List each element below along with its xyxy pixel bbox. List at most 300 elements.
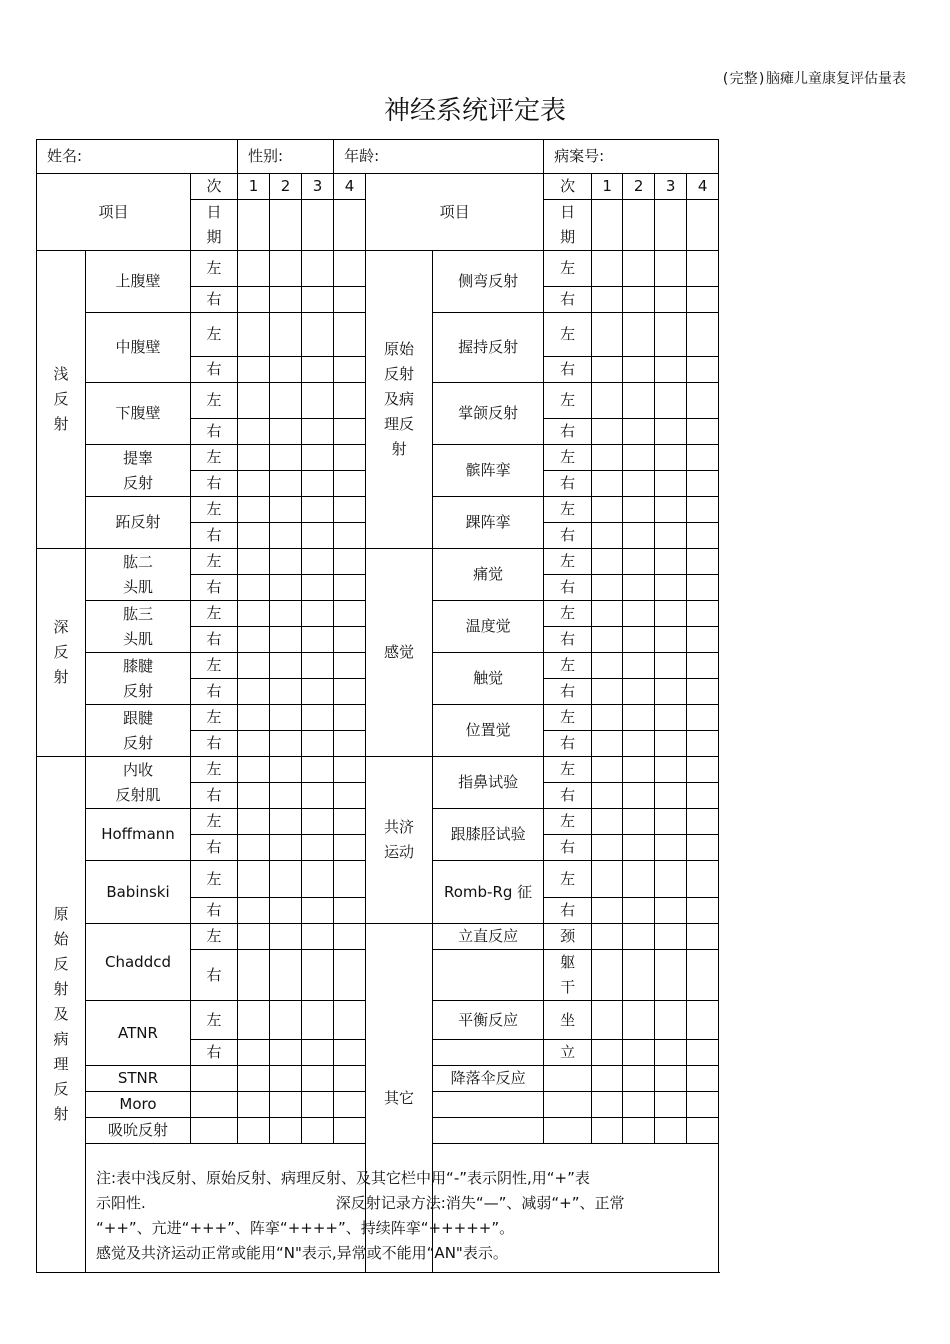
score-cell[interactable] [302, 357, 334, 383]
score-cell[interactable] [238, 287, 270, 313]
score-cell[interactable] [623, 601, 655, 627]
score-cell[interactable] [302, 419, 334, 445]
case-number-field[interactable]: 病案号: [544, 140, 719, 174]
score-cell[interactable] [623, 835, 655, 861]
side-left: 左 [544, 445, 592, 471]
score-cell[interactable] [334, 523, 366, 549]
score-cell[interactable] [655, 835, 687, 861]
score-cell[interactable] [623, 861, 655, 898]
item-ankle-clonus: 踝阵挛 [433, 497, 544, 549]
score-cell[interactable] [238, 861, 270, 898]
score-cell[interactable] [655, 601, 687, 627]
score-cell[interactable] [334, 809, 366, 835]
score-cell[interactable] [623, 679, 655, 705]
score-cell[interactable] [687, 523, 719, 549]
score-cell[interactable] [623, 1001, 655, 1040]
score-cell[interactable] [302, 383, 334, 419]
score-cell[interactable] [655, 705, 687, 731]
score-cell[interactable] [655, 950, 687, 1001]
date-cell[interactable] [238, 200, 270, 251]
score-cell[interactable] [592, 287, 623, 313]
score-cell[interactable] [334, 313, 366, 357]
score-cell[interactable] [238, 627, 270, 653]
score-cell[interactable] [191, 1092, 238, 1118]
score-cell[interactable] [334, 601, 366, 627]
score-cell[interactable] [623, 287, 655, 313]
score-cell[interactable] [592, 471, 623, 497]
score-cell[interactable] [238, 471, 270, 497]
label-trunk: 躯 干 [544, 950, 592, 1001]
score-cell[interactable] [655, 627, 687, 653]
score-cell[interactable] [334, 783, 366, 809]
score-cell[interactable] [238, 445, 270, 471]
score-cell[interactable] [592, 757, 623, 783]
score-cell[interactable] [687, 1066, 719, 1092]
score-cell[interactable] [302, 731, 334, 757]
date-cell[interactable] [302, 200, 334, 251]
score-cell[interactable] [270, 783, 302, 809]
time-4-header: 4 [687, 174, 719, 200]
score-cell[interactable] [687, 313, 719, 357]
score-cell[interactable] [270, 313, 302, 357]
date-cell[interactable] [655, 200, 687, 251]
score-cell[interactable] [270, 471, 302, 497]
score-cell[interactable] [334, 627, 366, 653]
score-cell[interactable] [687, 809, 719, 835]
score-cell[interactable] [623, 1066, 655, 1092]
score-cell[interactable] [302, 627, 334, 653]
score-cell[interactable] [334, 357, 366, 383]
score-cell[interactable] [238, 549, 270, 575]
label-sit: 坐 [544, 1001, 592, 1040]
score-cell[interactable] [334, 950, 366, 1001]
side-left: 左 [191, 251, 238, 287]
score-cell[interactable] [270, 549, 302, 575]
score-cell[interactable] [334, 653, 366, 679]
score-cell[interactable] [592, 835, 623, 861]
score-cell[interactable] [302, 679, 334, 705]
score-cell[interactable] [270, 1001, 302, 1040]
score-cell[interactable] [655, 419, 687, 445]
score-cell[interactable] [687, 783, 719, 809]
score-cell[interactable] [623, 471, 655, 497]
score-cell[interactable] [334, 575, 366, 601]
score-cell[interactable] [238, 497, 270, 523]
score-cell[interactable] [687, 1001, 719, 1040]
side-left: 左 [191, 809, 238, 835]
score-cell[interactable] [238, 653, 270, 679]
score-cell[interactable] [238, 1066, 270, 1092]
score-cell[interactable] [623, 898, 655, 924]
score-cell[interactable] [270, 627, 302, 653]
score-cell[interactable] [238, 313, 270, 357]
score-cell[interactable] [655, 861, 687, 898]
score-cell[interactable] [238, 1001, 270, 1040]
score-cell[interactable] [655, 653, 687, 679]
score-cell[interactable] [302, 950, 334, 1001]
score-cell[interactable] [238, 731, 270, 757]
item-patellar-clonus: 髌阵挛 [433, 445, 544, 497]
score-cell[interactable] [592, 809, 623, 835]
score-cell[interactable] [592, 1001, 623, 1040]
label-stand: 立 [544, 1040, 592, 1066]
score-cell[interactable] [655, 809, 687, 835]
score-cell[interactable] [687, 653, 719, 679]
score-cell[interactable] [687, 627, 719, 653]
score-cell[interactable] [592, 523, 623, 549]
score-cell[interactable] [238, 898, 270, 924]
score-cell[interactable] [334, 419, 366, 445]
score-cell[interactable] [623, 1118, 655, 1144]
score-cell[interactable] [655, 357, 687, 383]
score-cell[interactable] [334, 1092, 366, 1118]
score-cell[interactable] [334, 705, 366, 731]
score-cell[interactable] [655, 251, 687, 287]
score-cell[interactable] [334, 1001, 366, 1040]
score-cell[interactable] [687, 731, 719, 757]
score-cell[interactable] [592, 924, 623, 950]
score-cell[interactable] [302, 835, 334, 861]
score-cell[interactable] [191, 1118, 238, 1144]
score-cell[interactable] [623, 809, 655, 835]
score-cell[interactable] [334, 861, 366, 898]
date-cell[interactable] [687, 200, 719, 251]
score-cell[interactable] [238, 809, 270, 835]
score-cell[interactable] [302, 549, 334, 575]
score-cell[interactable] [302, 1040, 334, 1066]
score-cell[interactable] [592, 861, 623, 898]
sex-field[interactable]: 性别: [238, 140, 334, 174]
score-cell[interactable] [302, 705, 334, 731]
score-cell[interactable] [687, 705, 719, 731]
score-cell[interactable] [270, 731, 302, 757]
score-cell[interactable] [544, 1118, 592, 1144]
score-cell[interactable] [655, 898, 687, 924]
score-cell[interactable] [334, 251, 366, 287]
score-cell[interactable] [687, 575, 719, 601]
score-cell[interactable] [270, 445, 302, 471]
score-cell[interactable] [238, 950, 270, 1001]
score-cell[interactable] [655, 924, 687, 950]
score-cell[interactable] [592, 627, 623, 653]
score-cell[interactable] [238, 575, 270, 601]
score-cell[interactable] [334, 287, 366, 313]
score-cell[interactable] [302, 575, 334, 601]
score-cell[interactable] [270, 1066, 302, 1092]
score-cell[interactable] [623, 251, 655, 287]
score-cell[interactable] [655, 757, 687, 783]
score-cell[interactable] [655, 287, 687, 313]
item-stnr: STNR [86, 1066, 191, 1092]
score-cell[interactable] [623, 523, 655, 549]
score-cell[interactable] [623, 357, 655, 383]
score-cell[interactable] [302, 783, 334, 809]
score-cell[interactable] [238, 705, 270, 731]
score-cell[interactable] [334, 757, 366, 783]
score-cell[interactable] [270, 653, 302, 679]
side-left: 左 [191, 1001, 238, 1040]
score-cell[interactable] [238, 1040, 270, 1066]
item-adductor-reflex: 内收 反射肌 [86, 757, 191, 809]
score-cell[interactable] [334, 445, 366, 471]
score-cell[interactable] [592, 898, 623, 924]
score-cell[interactable] [270, 357, 302, 383]
score-cell[interactable] [238, 357, 270, 383]
score-cell[interactable] [687, 950, 719, 1001]
score-cell[interactable] [687, 251, 719, 287]
score-cell[interactable] [687, 924, 719, 950]
score-cell[interactable] [592, 1118, 623, 1144]
side-right: 右 [544, 731, 592, 757]
score-cell[interactable] [623, 783, 655, 809]
score-cell[interactable] [238, 601, 270, 627]
side-right: 右 [191, 783, 238, 809]
score-cell[interactable] [334, 898, 366, 924]
score-cell[interactable] [655, 523, 687, 549]
score-cell[interactable] [687, 445, 719, 471]
score-cell[interactable] [302, 313, 334, 357]
score-cell[interactable] [302, 757, 334, 783]
score-cell[interactable] [592, 783, 623, 809]
item-touch-sense: 触觉 [433, 653, 544, 705]
score-cell[interactable] [687, 757, 719, 783]
group-coordination: 共济 运动 [366, 757, 433, 924]
score-cell[interactable] [334, 1066, 366, 1092]
score-cell[interactable] [544, 1092, 592, 1118]
score-cell[interactable] [334, 471, 366, 497]
score-cell[interactable] [687, 601, 719, 627]
score-cell[interactable] [302, 861, 334, 898]
blank-item-cell [433, 1092, 544, 1118]
score-cell[interactable] [623, 653, 655, 679]
score-cell[interactable] [270, 251, 302, 287]
score-cell[interactable] [623, 924, 655, 950]
score-cell[interactable] [270, 1040, 302, 1066]
score-cell[interactable] [687, 1040, 719, 1066]
score-cell[interactable] [270, 705, 302, 731]
score-cell[interactable] [655, 1118, 687, 1144]
side-right: 右 [191, 835, 238, 861]
score-cell[interactable] [334, 835, 366, 861]
item-lower-abdominal: 下腹壁 [86, 383, 191, 445]
score-cell[interactable] [302, 1066, 334, 1092]
score-cell[interactable] [592, 575, 623, 601]
score-cell[interactable] [334, 924, 366, 950]
side-right: 右 [191, 575, 238, 601]
score-cell[interactable] [623, 497, 655, 523]
score-cell[interactable] [238, 1092, 270, 1118]
score-cell[interactable] [270, 898, 302, 924]
score-cell[interactable] [623, 313, 655, 357]
score-cell[interactable] [623, 757, 655, 783]
score-cell[interactable] [302, 601, 334, 627]
score-cell[interactable] [592, 419, 623, 445]
time-2-header: 2 [270, 174, 302, 200]
score-cell[interactable] [623, 1040, 655, 1066]
score-cell[interactable] [592, 497, 623, 523]
date-cell[interactable] [334, 200, 366, 251]
score-cell[interactable] [270, 287, 302, 313]
score-cell[interactable] [191, 1066, 238, 1092]
side-right: 右 [191, 679, 238, 705]
score-cell[interactable] [238, 1118, 270, 1144]
score-cell[interactable] [655, 313, 687, 357]
score-cell[interactable] [238, 783, 270, 809]
date-cell[interactable] [623, 200, 655, 251]
score-cell[interactable] [302, 445, 334, 471]
score-cell[interactable] [302, 1001, 334, 1040]
score-cell[interactable] [592, 1040, 623, 1066]
score-cell[interactable] [655, 783, 687, 809]
score-cell[interactable] [592, 601, 623, 627]
score-cell[interactable] [655, 471, 687, 497]
score-cell[interactable] [687, 835, 719, 861]
score-cell[interactable] [687, 1092, 719, 1118]
score-cell[interactable] [623, 445, 655, 471]
score-cell[interactable] [687, 497, 719, 523]
item-position-sense: 位置觉 [433, 705, 544, 757]
score-cell[interactable] [270, 1092, 302, 1118]
score-cell[interactable] [623, 950, 655, 1001]
score-cell[interactable] [623, 731, 655, 757]
score-cell[interactable] [623, 1092, 655, 1118]
score-cell[interactable] [592, 950, 623, 1001]
score-cell[interactable] [270, 575, 302, 601]
date-cell[interactable] [270, 200, 302, 251]
score-cell[interactable] [302, 1118, 334, 1144]
score-cell[interactable] [687, 549, 719, 575]
item-finger-nose-test: 指鼻试验 [433, 757, 544, 809]
score-cell[interactable] [334, 383, 366, 419]
score-cell[interactable] [687, 898, 719, 924]
score-cell[interactable] [334, 679, 366, 705]
score-cell[interactable] [687, 419, 719, 445]
score-cell[interactable] [623, 575, 655, 601]
score-cell[interactable] [302, 251, 334, 287]
score-cell[interactable] [334, 1040, 366, 1066]
score-cell[interactable] [238, 251, 270, 287]
side-left: 左 [191, 313, 238, 357]
score-cell[interactable] [592, 1066, 623, 1092]
age-field[interactable]: 年龄: [334, 140, 544, 174]
score-cell[interactable] [270, 601, 302, 627]
score-cell[interactable] [334, 1118, 366, 1144]
item-moro: Moro [86, 1092, 191, 1118]
score-cell[interactable] [592, 731, 623, 757]
date-cell[interactable] [592, 200, 623, 251]
score-cell[interactable] [655, 383, 687, 419]
score-cell[interactable] [687, 287, 719, 313]
score-cell[interactable] [592, 653, 623, 679]
score-cell[interactable] [334, 731, 366, 757]
score-cell[interactable] [623, 627, 655, 653]
side-right: 右 [544, 835, 592, 861]
side-right: 右 [544, 575, 592, 601]
score-cell[interactable] [623, 705, 655, 731]
score-cell[interactable] [270, 1118, 302, 1144]
name-field[interactable]: 姓名: [37, 140, 238, 174]
item-knee-jerk: 膝腱 反射 [86, 653, 191, 705]
score-cell[interactable] [302, 809, 334, 835]
score-cell[interactable] [270, 950, 302, 1001]
score-cell[interactable] [687, 383, 719, 419]
score-cell[interactable] [687, 1118, 719, 1144]
side-right: 右 [544, 679, 592, 705]
score-cell[interactable] [238, 523, 270, 549]
score-cell[interactable] [270, 523, 302, 549]
score-cell[interactable] [238, 383, 270, 419]
score-cell[interactable] [270, 679, 302, 705]
score-cell[interactable] [655, 1092, 687, 1118]
score-cell[interactable] [592, 445, 623, 471]
score-cell[interactable] [334, 497, 366, 523]
side-right: 右 [191, 950, 238, 1001]
score-cell[interactable] [655, 549, 687, 575]
score-cell[interactable] [592, 313, 623, 357]
score-cell[interactable] [270, 419, 302, 445]
score-cell[interactable] [302, 653, 334, 679]
score-cell[interactable] [238, 757, 270, 783]
side-left: 左 [544, 497, 592, 523]
score-cell[interactable] [334, 549, 366, 575]
score-cell[interactable] [655, 1001, 687, 1040]
score-cell[interactable] [687, 679, 719, 705]
score-cell[interactable] [302, 1092, 334, 1118]
score-cell[interactable] [270, 383, 302, 419]
score-cell[interactable] [302, 924, 334, 950]
score-cell[interactable] [655, 731, 687, 757]
score-cell[interactable] [655, 1040, 687, 1066]
score-cell[interactable] [238, 835, 270, 861]
score-cell[interactable] [592, 679, 623, 705]
score-cell[interactable] [592, 383, 623, 419]
score-cell[interactable] [687, 471, 719, 497]
score-cell[interactable] [270, 924, 302, 950]
score-cell[interactable] [623, 549, 655, 575]
score-cell[interactable] [238, 679, 270, 705]
score-cell[interactable] [655, 497, 687, 523]
score-cell[interactable] [592, 549, 623, 575]
score-cell[interactable] [592, 1092, 623, 1118]
score-cell[interactable] [592, 705, 623, 731]
score-cell[interactable] [623, 383, 655, 419]
score-cell[interactable] [544, 1066, 592, 1092]
score-cell[interactable] [302, 287, 334, 313]
score-cell[interactable] [270, 835, 302, 861]
item-temperature-sense: 温度觉 [433, 601, 544, 653]
score-cell[interactable] [302, 471, 334, 497]
score-cell[interactable] [302, 523, 334, 549]
score-cell[interactable] [623, 419, 655, 445]
score-cell[interactable] [302, 497, 334, 523]
score-cell[interactable] [238, 419, 270, 445]
score-cell[interactable] [687, 861, 719, 898]
score-cell[interactable] [238, 924, 270, 950]
score-cell[interactable] [592, 357, 623, 383]
score-cell[interactable] [270, 861, 302, 898]
score-cell[interactable] [687, 357, 719, 383]
score-cell[interactable] [592, 251, 623, 287]
score-cell[interactable] [655, 1066, 687, 1092]
score-cell[interactable] [655, 445, 687, 471]
item-babinski: Babinski [86, 861, 191, 924]
score-cell[interactable] [302, 898, 334, 924]
score-cell[interactable] [270, 757, 302, 783]
score-cell[interactable] [270, 497, 302, 523]
score-cell[interactable] [655, 575, 687, 601]
score-cell[interactable] [270, 809, 302, 835]
score-cell[interactable] [655, 679, 687, 705]
